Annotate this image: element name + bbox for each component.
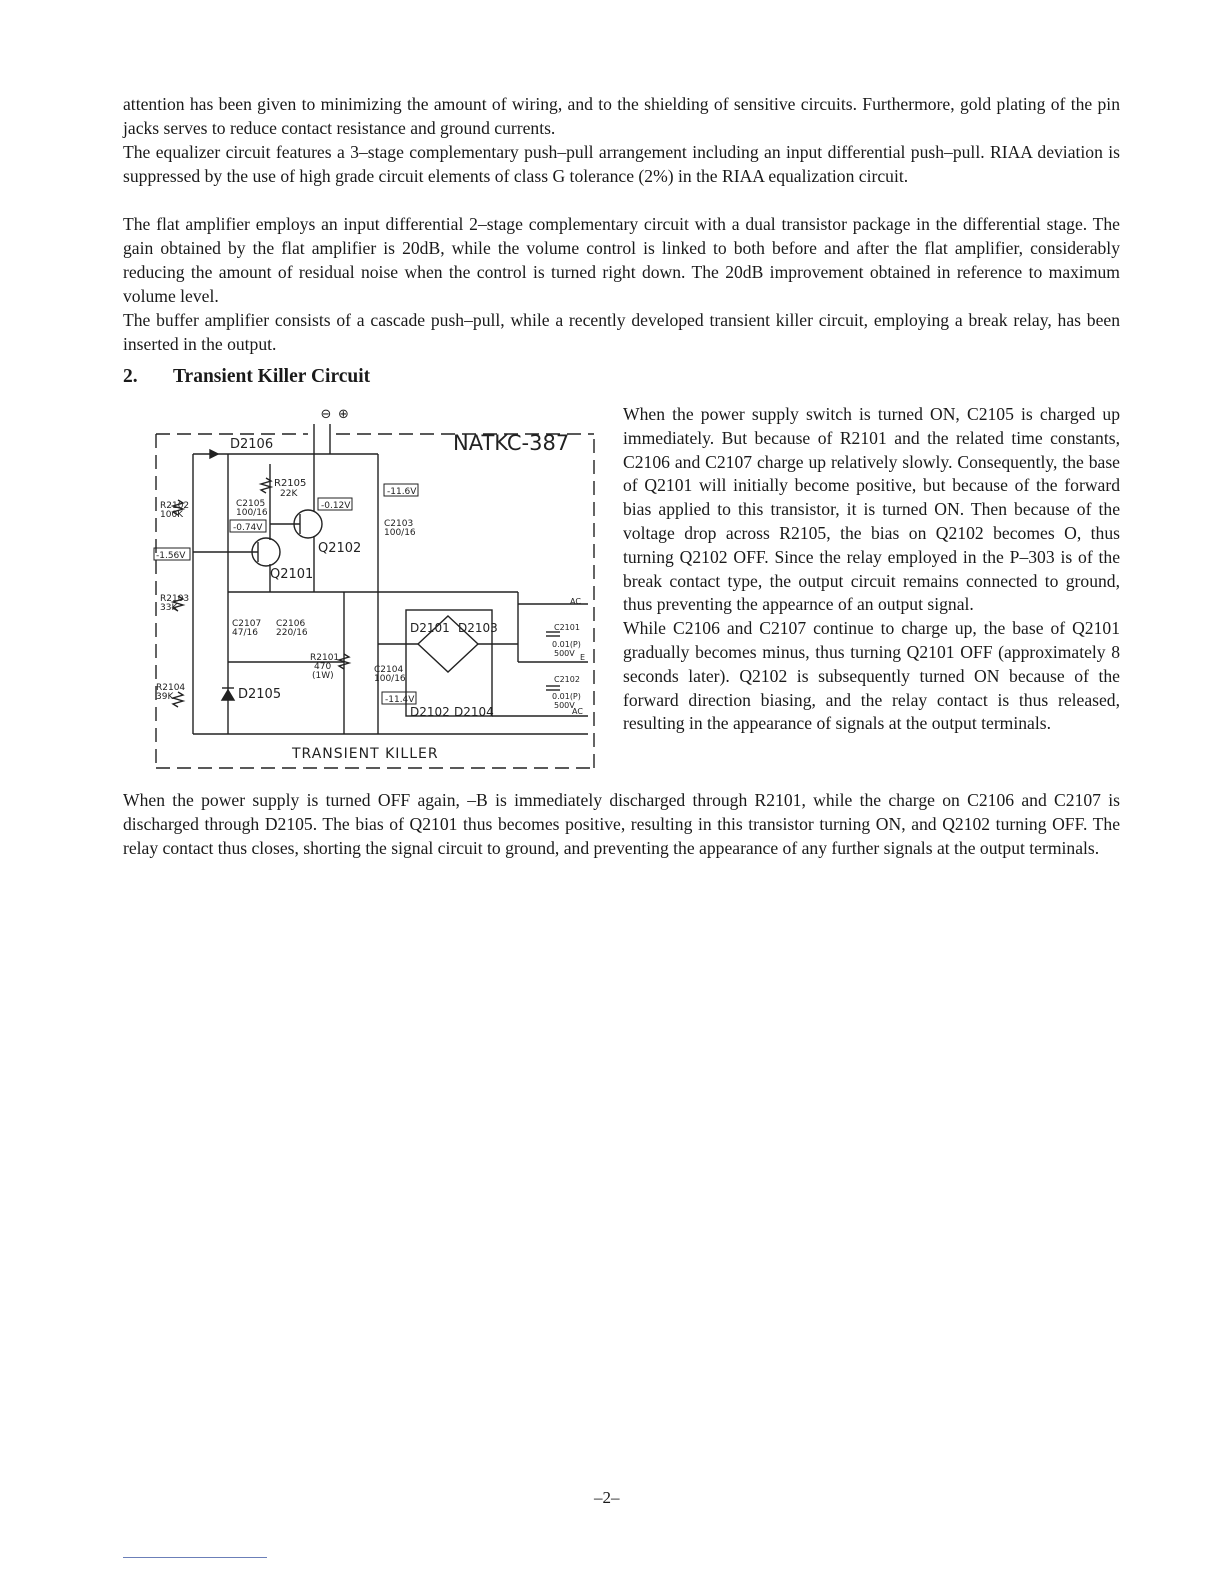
section-number: 2.: [123, 366, 138, 387]
c2101-label: C2101: [554, 623, 580, 632]
section-title: Transient Killer Circuit: [173, 366, 371, 387]
r2101-label: R2101: [310, 653, 340, 663]
r2101-value: 470: [314, 662, 332, 672]
voltage-116-label: -11.6V: [387, 487, 417, 497]
intro-paragraph-3: The flat amplifier employs an input differential 2–stage complementary circuit with a dual transistor package in the differential stage. The gain obtained by the flat amplifier is 20dB, while the volume control is linked to both before and after the flat amplifier, considerably reducing the amount of residual noise when the control is turned right down. The 20dB improvement obtained in reference to maximum volume level.: [123, 214, 1120, 306]
ac-terminal-1-label: AC: [570, 597, 581, 606]
c2106-value: 220/16: [276, 628, 308, 638]
section-heading: [123, 366, 370, 388]
right-paragraph-2: While C2106 and C2107 continue to charge up, the base of Q2101 gradually becomes minus, thus turning Q2101 OFF (approximately 8 seconds later). Q2102 is subsequently turned ON because of the forward direction biasing, and the relay contact is thus released, resulting in the appearance of signals at the output terminals.: [623, 618, 1120, 734]
q2102-label: Q2102: [318, 541, 362, 556]
intro-paragraph-1: attention has been given to minimizing the amount of wiring, and to the shielding of sensitive circuits. Furthermore, gold plating of the pin jacks serves to reduce contact resistance and ground currents.: [123, 94, 1120, 138]
voltage-074-label: -0.74V: [233, 523, 263, 533]
r2105-label: R2105: [274, 478, 307, 489]
c2103-value: 100/16: [384, 528, 416, 538]
right-column-text: [623, 403, 1120, 736]
r2104-value: 39K: [156, 692, 174, 702]
c2106-label: C2106: [276, 619, 306, 629]
page-number: –2–: [594, 1488, 620, 1507]
intro-paragraph-4: The buffer amplifier consists of a cascade push–pull, while a recently developed transient killer circuit, employing a break relay, has been inserted in the output.: [123, 310, 1120, 354]
r2101-rating: (1W): [312, 671, 334, 681]
board-name-label: NATKC-387: [453, 431, 570, 455]
r2102-label: R2102: [160, 501, 190, 511]
c2102-rating: 500V: [554, 701, 575, 710]
c2105-label: C2105: [236, 499, 266, 509]
d2105-diode: [222, 690, 234, 700]
c2104-label: C2104: [374, 665, 404, 675]
c2107-label: C2107: [232, 619, 262, 629]
intro-paragraph-2: The equalizer circuit features a 3–stage complementary push–pull arrangement including an input differential push–pull. RIAA deviation is suppressed by the use of high grade circuit elements of class G tolerance (2%) in the RIAA equalization circuit.: [123, 142, 1120, 186]
plus-terminal-label: ⊕: [338, 407, 349, 422]
voltage-156-label: -1.56V: [156, 551, 186, 561]
d2104-label: D2104: [454, 705, 494, 719]
d2106-label: D2106: [230, 437, 274, 452]
c2105-value: 100/16: [236, 508, 268, 518]
c2101-value: 0.01(P): [552, 640, 581, 649]
q2101-label: Q2101: [270, 567, 314, 582]
c2102-label: C2102: [554, 675, 580, 684]
c2103-label: C2103: [384, 519, 414, 529]
e-terminal-label: E: [580, 653, 586, 662]
footnote-rule: [123, 1557, 267, 1558]
voltage-012-label: -0.12V: [321, 501, 351, 511]
transient-killer-schematic: [148, 404, 608, 776]
ac-terminal-2-label: AC: [572, 707, 583, 716]
d2102-label: D2102: [410, 705, 450, 719]
voltage-114-label: -11.4V: [385, 695, 415, 705]
r2103-label: R2103: [160, 594, 190, 604]
d2105-label: D2105: [238, 687, 282, 702]
c2104-value: 100/16: [374, 674, 406, 684]
right-paragraph-1: When the power supply switch is turned ON, C2105 is charged up immediately. But because of R2101 and the related time constants, C2106 and C2107 charge up relatively slowly. Consequently, the base of Q2101 will initially become positive, but because of the forward bias applied to this transistor, it is turned ON. Then because of the voltage drop across R2105, the bias on Q2102 becomes O, thus turning Q2102 OFF. Since the relay employed in the P–303 is of the break contact type, the output circuit remains connected to ground, thus preventing the appearnce of an output signal.: [623, 404, 1120, 615]
minus-terminal-label: ⊖: [320, 407, 332, 422]
d2103-label: D2103: [458, 621, 498, 635]
d2101-label: D2101: [410, 621, 450, 635]
r2102-value: 100K: [160, 510, 184, 520]
d2106-diode: [210, 450, 218, 458]
r2105-value: 22K: [280, 489, 298, 499]
schematic-caption: TRANSIENT KILLER: [292, 746, 439, 762]
r2103-value: 33K: [160, 603, 178, 613]
c2102-value: 0.01(P): [552, 692, 581, 701]
c2101-rating: 500V: [554, 649, 575, 658]
r2104-label: R2104: [156, 683, 186, 693]
board-outline: [156, 434, 594, 768]
bottom-paragraph: When the power supply is turned OFF again, –B is immediately discharged through R2101, while the charge on C2106 and C2107 is discharged through D2105. The bias of Q2101 thus becomes positive, resulting in this transistor turning ON, and Q2102 turning OFF. The relay contact thus closes, shorting the signal circuit to ground, and preventing the appearance of any further signals at the output terminals.: [123, 790, 1120, 858]
c2107-value: 47/16: [232, 628, 258, 638]
